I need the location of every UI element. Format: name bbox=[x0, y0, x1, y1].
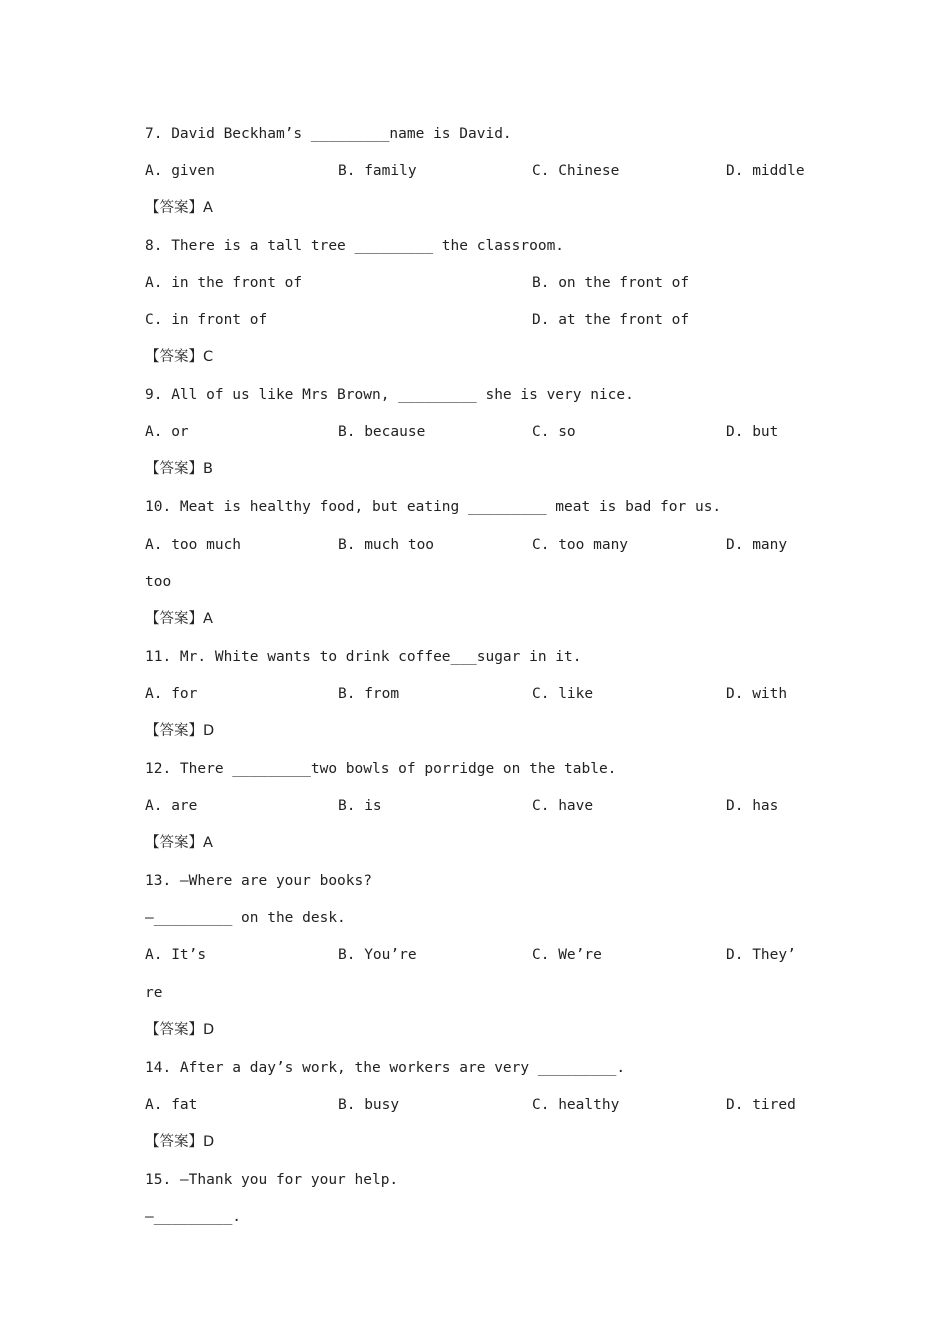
question-10-option-d-wrap: too bbox=[145, 574, 172, 590]
question-7-option-c: C. Chinese bbox=[532, 163, 620, 179]
question-12-answer: 【答案】A bbox=[145, 835, 213, 851]
question-11-option-b: B. from bbox=[338, 686, 400, 702]
question-10-option-d: D. many bbox=[726, 537, 788, 553]
question-10-stem: 10. Meat is healthy food, but eating _________ meat is bad for us. bbox=[145, 499, 722, 515]
question-10-option-c: C. too many bbox=[532, 537, 629, 553]
question-13-option-b: B. You’re bbox=[338, 947, 417, 963]
question-10-answer: 【答案】A bbox=[145, 611, 213, 627]
question-12-option-a: A. are bbox=[145, 798, 198, 814]
question-14-stem: 14. After a day’s work, the workers are very _________. bbox=[145, 1060, 626, 1076]
question-9-option-a: A. or bbox=[145, 424, 189, 440]
question-12-option-b: B. is bbox=[338, 798, 382, 814]
question-10-option-b: B. much too bbox=[338, 537, 435, 553]
question-11-answer: 【答案】D bbox=[145, 723, 215, 739]
question-7-stem: 7. David Beckham’s _________name is David. bbox=[145, 126, 512, 142]
question-11-stem: 11. Mr. White wants to drink coffee___sugar in it. bbox=[145, 649, 582, 665]
question-14-option-a: A. fat bbox=[145, 1097, 198, 1113]
question-8-option-c: C. in front of bbox=[145, 312, 268, 328]
question-13-option-d: D. They’ bbox=[726, 947, 796, 963]
question-8-answer: 【答案】C bbox=[145, 349, 214, 365]
question-10-option-a: A. too much bbox=[145, 537, 242, 553]
question-14-option-c: C. healthy bbox=[532, 1097, 620, 1113]
question-8-stem: 8. There is a tall tree _________ the classroom. bbox=[145, 238, 565, 254]
question-14-option-d: D. tired bbox=[726, 1097, 796, 1113]
question-13-answer: 【答案】D bbox=[145, 1022, 215, 1038]
question-13-option-a: A. It’s bbox=[145, 947, 207, 963]
question-7-answer: 【答案】A bbox=[145, 200, 213, 216]
question-9-answer: 【答案】B bbox=[145, 461, 213, 477]
question-15-stem-response: —_________. bbox=[145, 1209, 242, 1225]
question-7-option-b: B. family bbox=[338, 163, 417, 179]
question-9-option-d: D. but bbox=[726, 424, 779, 440]
question-13-stem-response: —_________ on the desk. bbox=[145, 910, 346, 926]
question-14-answer: 【答案】D bbox=[145, 1134, 215, 1150]
question-15-stem: 15. —Thank you for your help. bbox=[145, 1172, 399, 1188]
question-7-option-d: D. middle bbox=[726, 163, 805, 179]
question-12-option-d: D. has bbox=[726, 798, 779, 814]
question-7-option-a: A. given bbox=[145, 163, 215, 179]
question-13-option-c: C. We’re bbox=[532, 947, 602, 963]
question-8-option-b: B. on the front of bbox=[532, 275, 690, 291]
question-8-option-a: A. in the front of bbox=[145, 275, 303, 291]
question-9-option-b: B. because bbox=[338, 424, 426, 440]
question-9-option-c: C. so bbox=[532, 424, 576, 440]
question-12-stem: 12. There _________two bowls of porridge on the table. bbox=[145, 761, 617, 777]
question-13-option-d-wrap: re bbox=[145, 985, 163, 1001]
question-12-option-c: C. have bbox=[532, 798, 594, 814]
question-13-stem: 13. —Where are your books? bbox=[145, 873, 372, 889]
question-14-option-b: B. busy bbox=[338, 1097, 400, 1113]
question-8-option-d: D. at the front of bbox=[532, 312, 690, 328]
question-11-option-d: D. with bbox=[726, 686, 788, 702]
question-11-option-a: A. for bbox=[145, 686, 198, 702]
question-9-stem: 9. All of us like Mrs Brown, _________ she is very nice. bbox=[145, 387, 634, 403]
question-11-option-c: C. like bbox=[532, 686, 594, 702]
